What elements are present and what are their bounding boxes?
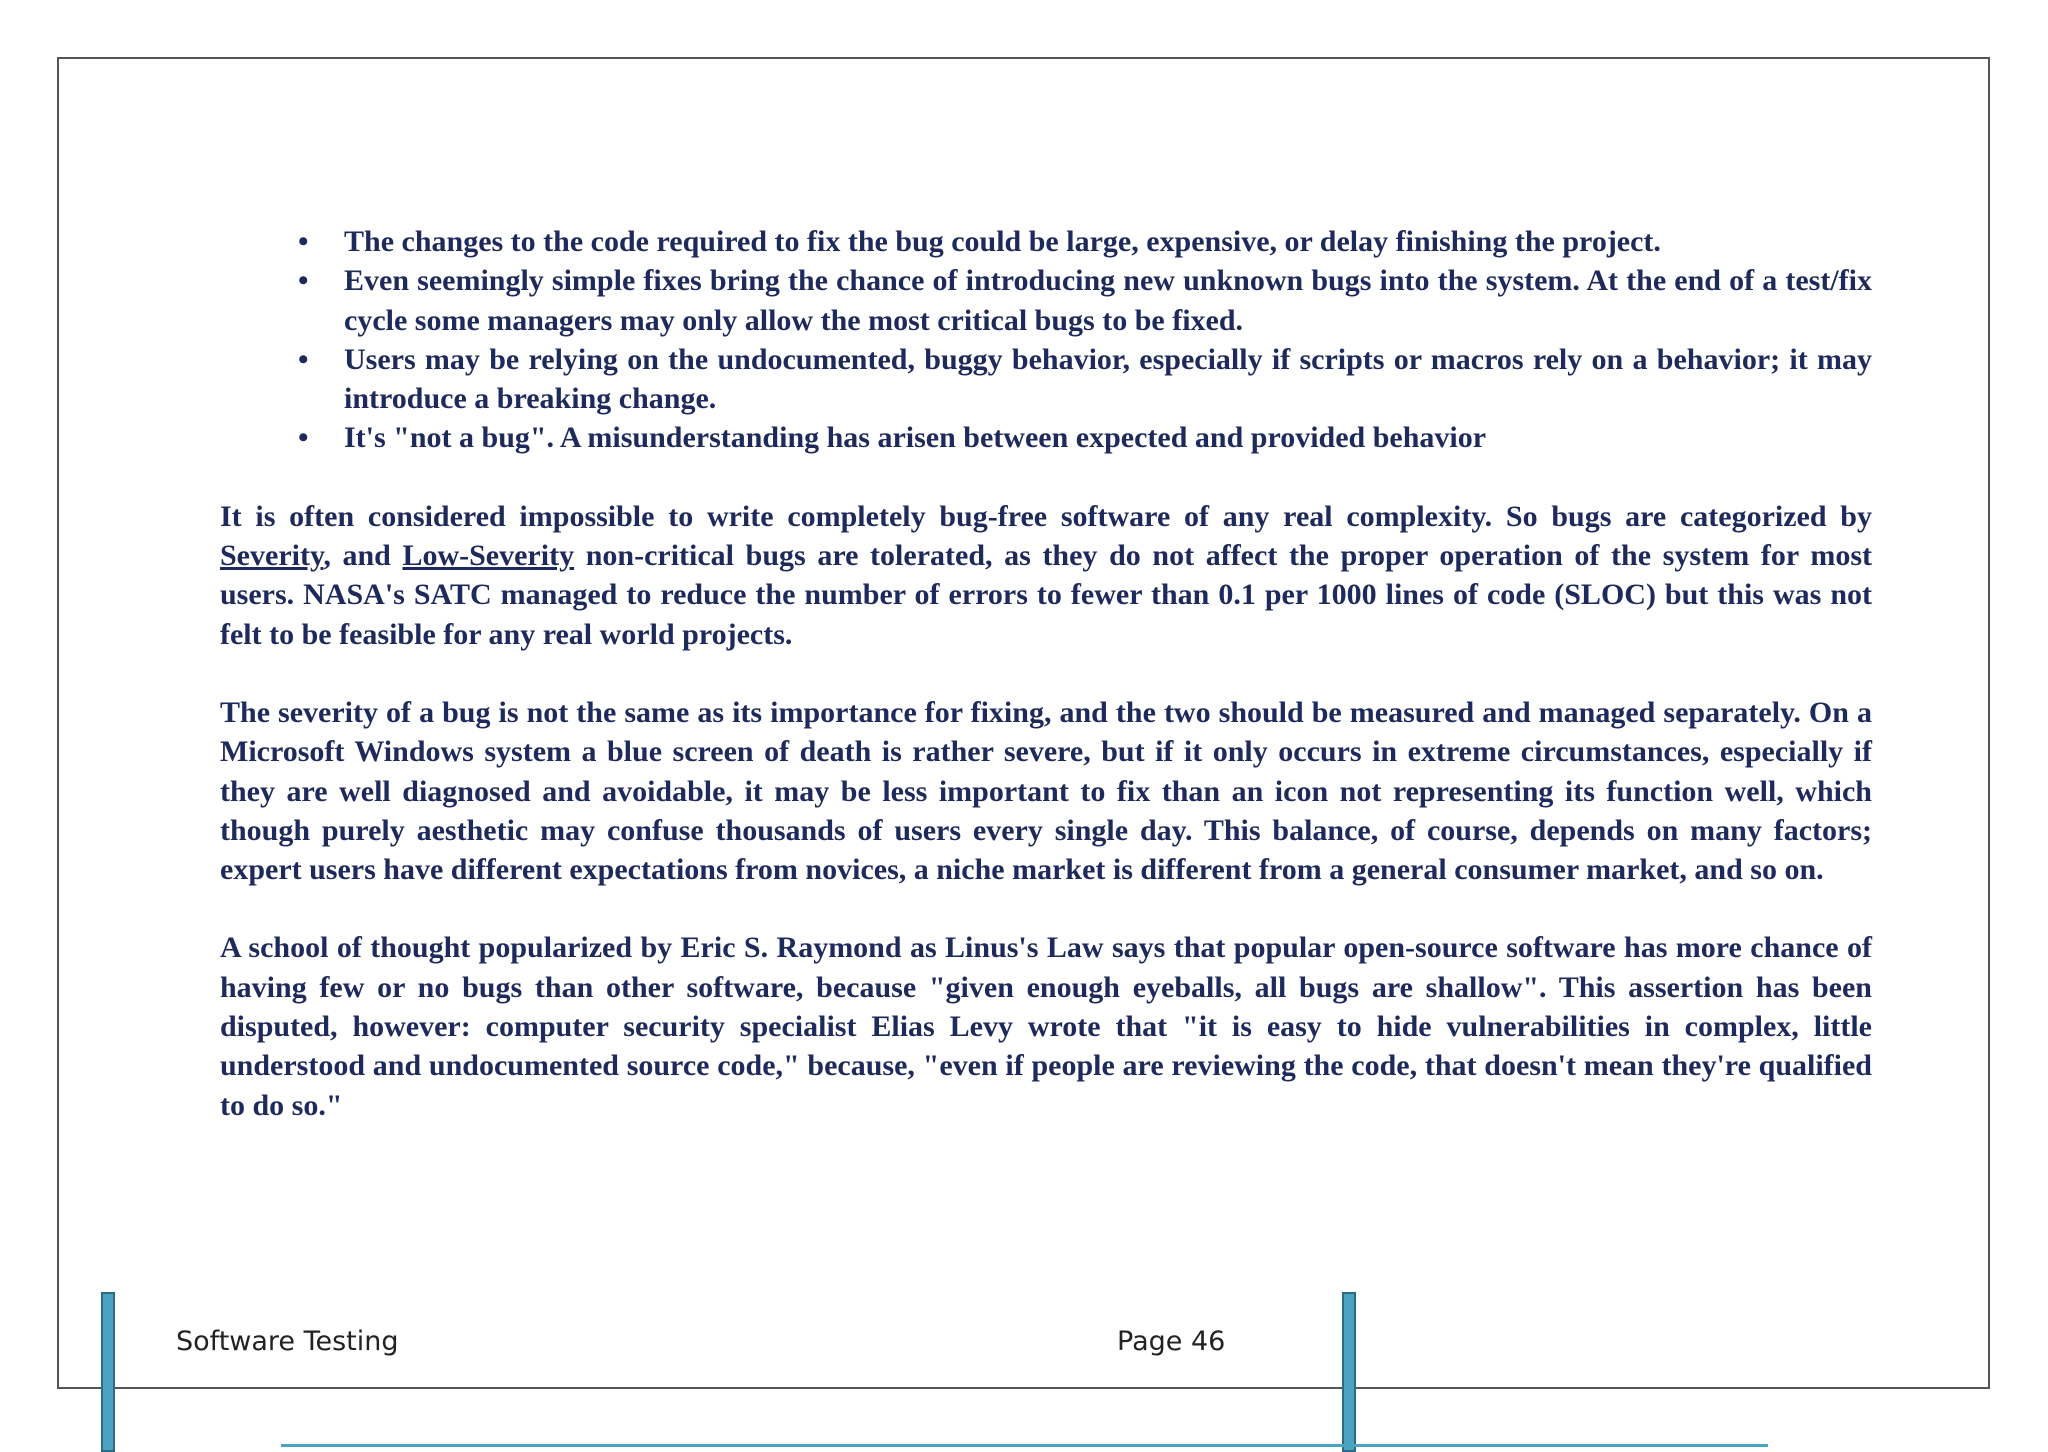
bullet-text: Users may be relying on the undocumented, buggy behavior, especially if scripts or macros rely on a behavior; it may introduce a breaking change.	[344, 342, 1872, 416]
bullet-text: The changes to the code required to fix the bug could be large, expensive, or delay finishing the project.	[344, 225, 1661, 258]
paragraph-linus-law: A school of thought popularized by Eric S. Raymond as Linus's Law says that popular open-source software has more chance of having few or no bugs than other software, because "given enough eyeballs, all bugs are shallow". This assertion has been disputed, however: computer security specialist Elias Levy wrote that "it is easy to hide vulnerabilities in complex, little understood and undocumented source code," because, "even if people are reviewing the code, that doesn't mean they're qualified to do so."	[220, 931, 1872, 1122]
paragraph-text: non-critical bugs are tolerated, as they do not affect the proper operation of the system for most users. NASA's SATC managed to reduce the number of errors to fewer than 0.1 per 1000 lines of code (SLOC) but this was not felt to be feasible for any real world projects.	[220, 539, 1872, 651]
severity-link[interactable]: Severity	[220, 539, 324, 573]
paragraph-text: It is often considered impossible to write completely bug-free software of any real complexity. So bugs are categorized by	[220, 499, 1872, 533]
footer-title: Software Testing	[176, 1326, 399, 1357]
bullet-icon: •	[298, 342, 309, 376]
bullet-text: It's "not a bug". A misunderstanding has arisen between expected and provided behavior	[344, 421, 1487, 455]
page-number: Page 46	[1117, 1326, 1226, 1357]
bullet-icon: •	[298, 264, 309, 298]
list-item	[220, 418, 1872, 457]
footer-accent-bar-right	[1342, 1292, 1356, 1452]
document-body	[220, 222, 1872, 1164]
bullet-icon: •	[298, 421, 309, 455]
low-severity-link[interactable]: Low-Severity	[402, 539, 575, 573]
paragraph-severity-categories	[220, 497, 1872, 654]
list-item	[220, 222, 1872, 261]
paragraph-text: , and	[323, 539, 403, 573]
bullet-list	[220, 222, 1872, 458]
list-item	[220, 261, 1872, 340]
list-item	[220, 340, 1872, 419]
bullet-text: Even seemingly simple fixes bring the chance of introducing new unknown bugs into the system. At the end of a test/fix cycle some managers may only allow the most critical bugs to be fixed.	[344, 264, 1872, 337]
footer-accent-bar-left	[101, 1292, 115, 1452]
paragraph-severity-importance: The severity of a bug is not the same as its importance for fixing, and the two should be measured and managed separately. On a Microsoft Windows system a blue screen of death is rather severe, but if it only occurs in extreme circumstances, especially if they are well diagnosed and avoidable, it may be less important to fix than an icon not representing its function well, which though purely aesthetic may confuse thousands of users every single day. This balance, of course, depends on many factors; expert users have different expectations from novices, a niche market is different from a general consumer market, and so on.	[220, 695, 1872, 887]
bullet-icon: •	[298, 225, 309, 258]
